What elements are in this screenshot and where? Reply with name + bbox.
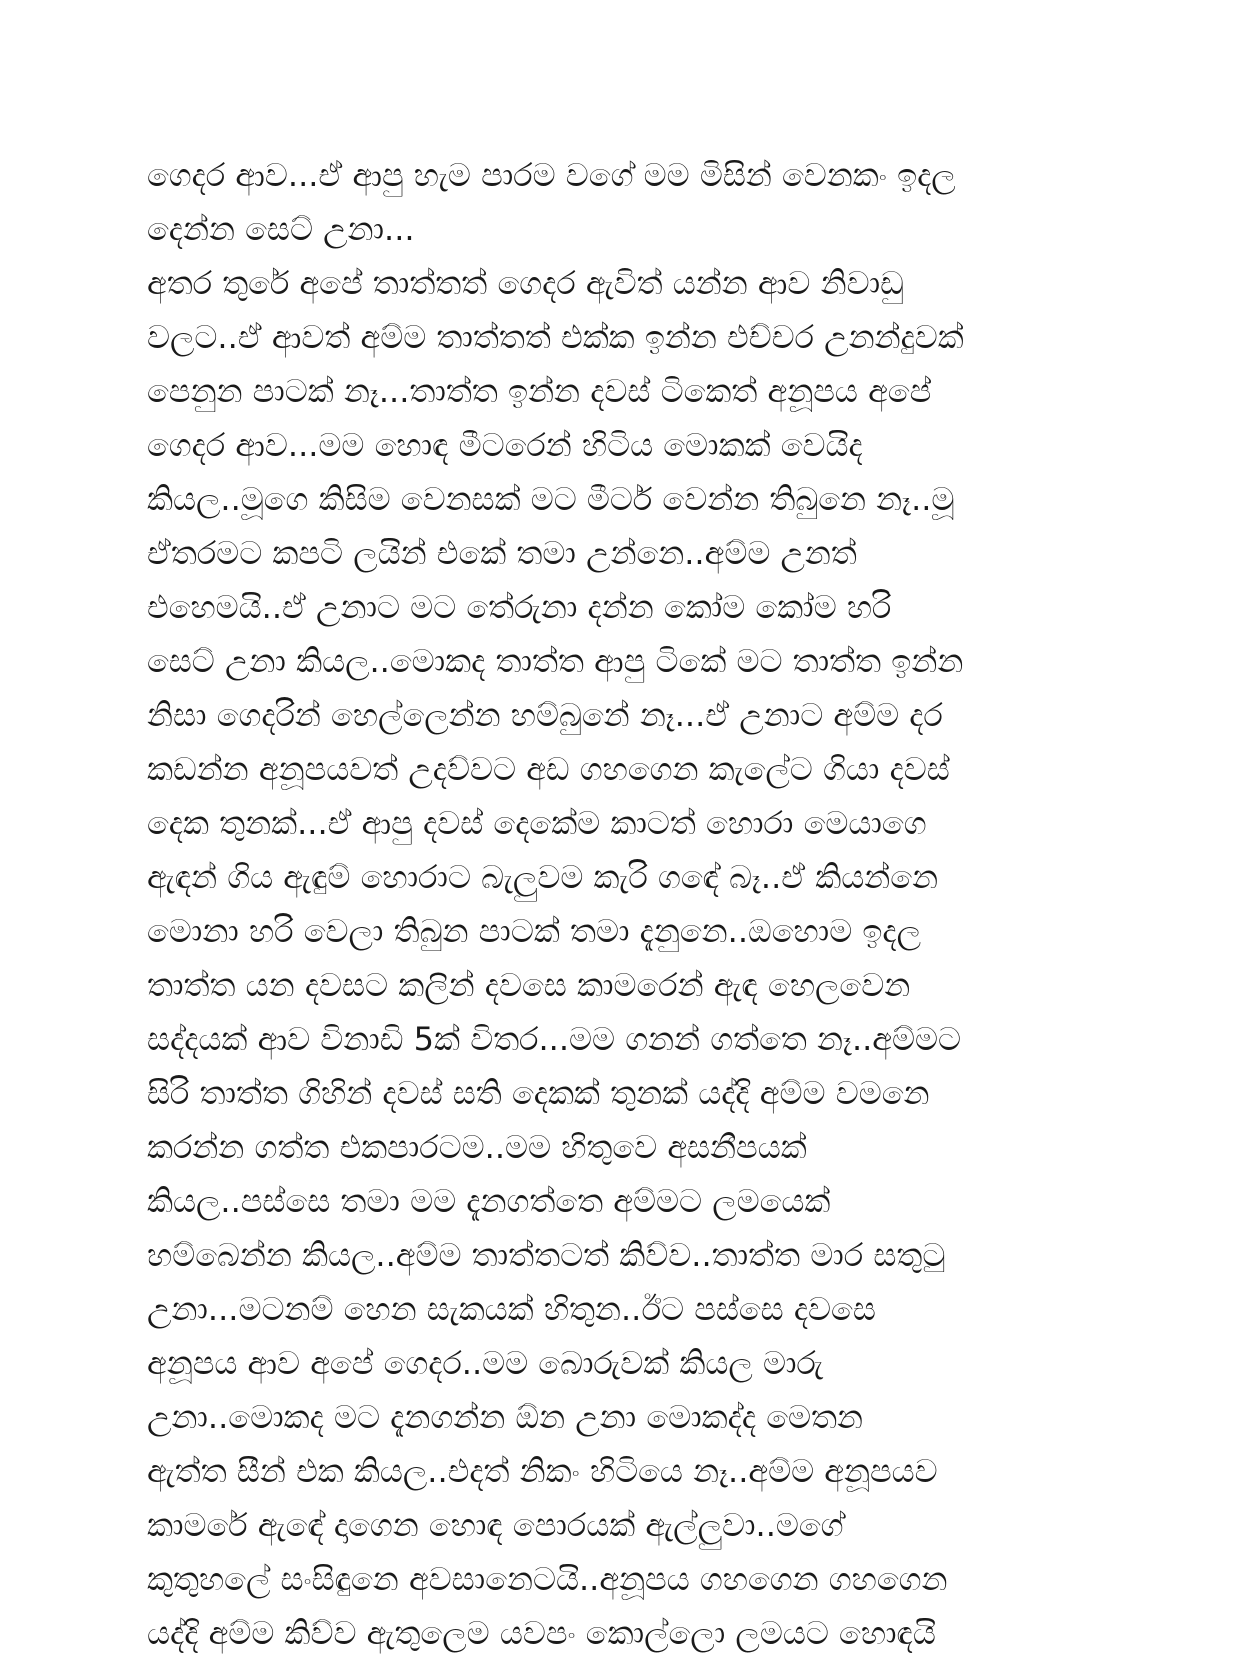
text-line: කාමරේ ඇඳේ දාගෙන හොඳ පොරයක් ඇල්ලුවා..මගේ: [147, 1506, 844, 1544]
text-line: යද්දි අම්ම කිව්ව ඇතුලෙම යවපං කොල්ලො ලමයට හොඳයි: [147, 1614, 936, 1652]
text-line: පෙනුන පාටක් නෑ...තාත්ත ඉන්න දවස් ටිකෙත් අනූපය අපේ: [147, 372, 932, 410]
text-line: කුතුහලේ සංසිඳුනෙ අවසානෙටයි..අනූපය ගහගෙන ගහගෙන: [147, 1560, 948, 1598]
text-line: කරන්න ගත්ත එකපාරටම..මම හිතුවෙ අසනීපයක්: [147, 1128, 807, 1166]
text-line: ගෙදර ආව...ඒ ආපු හැම පාරම වගේ මම මිසින් වෙනකං ඉදල: [147, 156, 956, 194]
text-line: දෙන්න සෙට් උනා...: [147, 210, 415, 248]
text-line: සද්දයක් ආව විනාඩි 5ක් විතර...මම ගනන් ගත්තෙ නෑ..අම්මට: [147, 1020, 962, 1058]
text-line: දෙක තුනක්...ඒ ආපු දවස් දෙකේම කාටත් හොරා මෙයාගෙ: [147, 804, 927, 842]
text-line: ඇඳන් ගිය ඇඳුම් හොරාට බැලුවම කැරි ගඳේ බෑ..ඒ කියන්නෙ: [147, 858, 939, 896]
text-line: කඩන්න අනූපයවත් උදව්වට අඩ ගහගෙන කැලේට ගියා දවස්: [147, 750, 950, 788]
text-line: උනා..මොකද මට දැනගන්න ඕන උනා මොකද්ද මෙතන: [147, 1398, 864, 1436]
text-line: අනූපය ආව අපේ ගෙදර..මම බොරුවක් කියල මාරු: [147, 1344, 824, 1382]
text-line: උනා...මටනම් හෙන සැකයක් හිතුන..ඊට පස්සෙ දවසෙ: [147, 1290, 876, 1328]
text-line: කියල..මූගෙ කිසිම වෙනසක් මට මීටර් වෙන්න තිබුනෙ නෑ..මූ: [147, 480, 955, 518]
text-line: ඒතරමට කපටි ලයින් එකේ තමා උන්නෙ..අම්ම උනත්: [147, 534, 857, 572]
text-line: තාත්ත යන දවසට කලින් දවසෙ කාමරෙන් ඇඳ හෙලවෙන: [147, 966, 911, 1004]
text-line: මොනා හරි වෙලා තිබුන පාටක් තමා දැනුනෙ..ඔහොම ඉදල: [147, 912, 922, 950]
text-line: අතර තුරේ අපේ තාත්තත් ගෙදර ඇවිත් යන්න ආව නිවාඩු: [147, 264, 904, 302]
text-line: හම්බෙන්න කියල..අම්ම තාත්තටත් කිව්ව..තාත්ත මාර සතුටු: [147, 1236, 946, 1274]
text-line: ගෙදර ආව...මම හොඳ මීටරෙන් හිටිය මොකක් වෙයිද: [147, 426, 863, 464]
body-text: [147, 148, 1092, 1660]
text-line: කියල..පස්සෙ තමා මම දැනගත්තෙ අම්මට ලමයෙක්: [147, 1182, 831, 1220]
text-line: නිසා ගෙදරින් හෙල්ලෙන්න හම්බුනේ නෑ...ඒ උනාට අම්ම දර: [147, 696, 943, 734]
text-line: ඇත්ත සීන් එක කියල..එදත් නිකං හිටියෙ නෑ..අම්ම අනූපයව: [147, 1452, 938, 1490]
text-line: සිරි තාත්ත ගිහින් දවස් සති දෙකක් තුනක් යද්දි අම්ම වමනෙ: [147, 1074, 930, 1112]
text-line: එහෙමයි..ඒ උනාට මට තේරුනා දන්න කෝම කෝම හරි: [147, 588, 892, 626]
text-line: සෙට් උනා කියල..මොකද තාත්ත ආපු ටිකේ මට තාත්ත ඉන්න: [147, 642, 964, 680]
text-line: වලට..ඒ ආවත් අම්ම තාත්තත් එක්ක ඉන්න එච්චර උනන්දුවක්: [147, 318, 964, 356]
